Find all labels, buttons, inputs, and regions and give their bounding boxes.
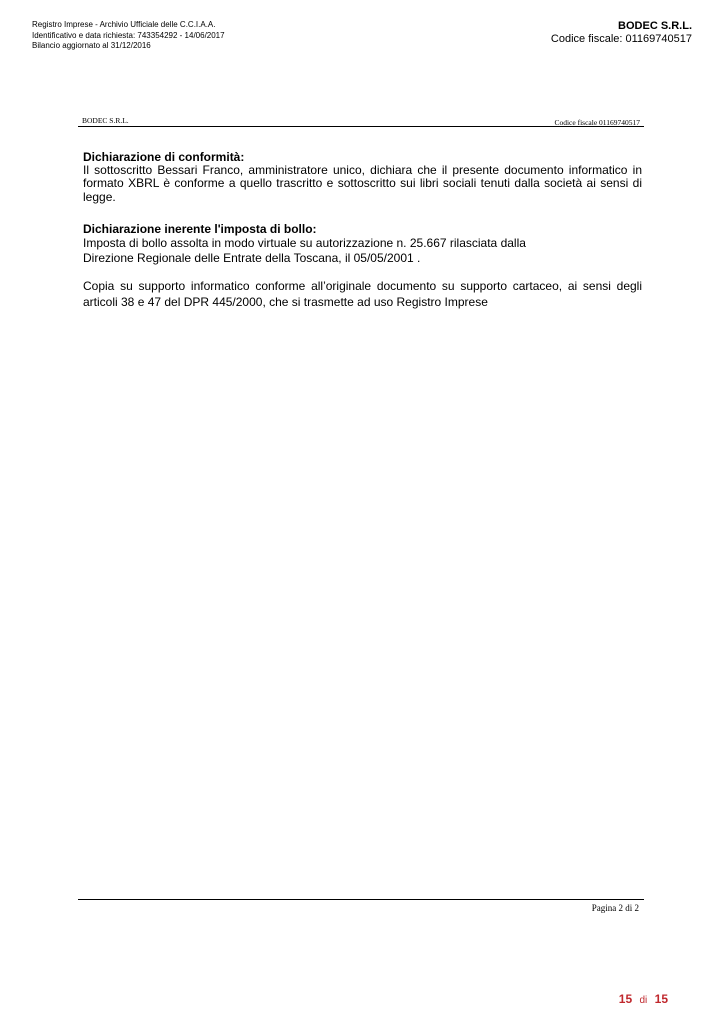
registry-header-line: Bilancio aggiornato al 31/12/2016 bbox=[32, 41, 151, 50]
conformity-heading: Dichiarazione di conformità: bbox=[83, 150, 245, 164]
page-separator: di bbox=[639, 995, 648, 1006]
document-header bbox=[78, 116, 644, 127]
page-label: Pagina 2 di 2 bbox=[591, 903, 639, 913]
registry-header-line: Identificativo e data richiesta: 743354292 - 14/06/2017 bbox=[32, 30, 225, 40]
stamp-duty-line: Imposta di bollo assolta in modo virtuale su autorizzazione n. 25.667 rilasciata dalla bbox=[83, 236, 526, 251]
document-body bbox=[83, 151, 642, 310]
registry-header-line: Registro Imprese - Archivio Ufficiale delle C.C.I.A.A. bbox=[32, 20, 216, 29]
conformity-section bbox=[83, 151, 642, 204]
stamp-duty-section bbox=[83, 223, 642, 266]
footer-divider bbox=[78, 899, 644, 900]
document-header-fiscal-code: Codice fiscale 01169740517 bbox=[554, 118, 640, 127]
registry-header bbox=[32, 20, 225, 52]
company-name: BODEC S.R.L. bbox=[618, 20, 692, 32]
stamp-duty-heading: Dichiarazione inerente l'imposta di bollo: bbox=[83, 221, 317, 236]
stamp-duty-line: Direzione Regionale delle Entrate della Toscana, il 05/05/2001 . bbox=[83, 251, 421, 266]
conformity-text: Il sottoscritto Bessari Franco, amministratore unico, dichiara che il presente documento informatico in formato XBRL è conforme a quello trascritto e sottoscritto sui libri sociali tenuti dalla società ai sensi di legge. bbox=[83, 163, 642, 204]
copy-declaration: Copia su supporto informatico conforme all’originale documento su supporto cartaceo, ai sensi degli articoli 38 e 47 del DPR 445/2000, che si trasmette ad uso Registro Imprese bbox=[83, 279, 642, 310]
document-header-company: BODEC S.R.L. bbox=[82, 116, 129, 125]
page-total: 15 bbox=[654, 992, 668, 1006]
company-header bbox=[551, 20, 692, 46]
page-counter bbox=[619, 992, 668, 1006]
page-current: 15 bbox=[618, 992, 633, 1006]
company-fiscal-code: Codice fiscale: 01169740517 bbox=[550, 33, 692, 45]
